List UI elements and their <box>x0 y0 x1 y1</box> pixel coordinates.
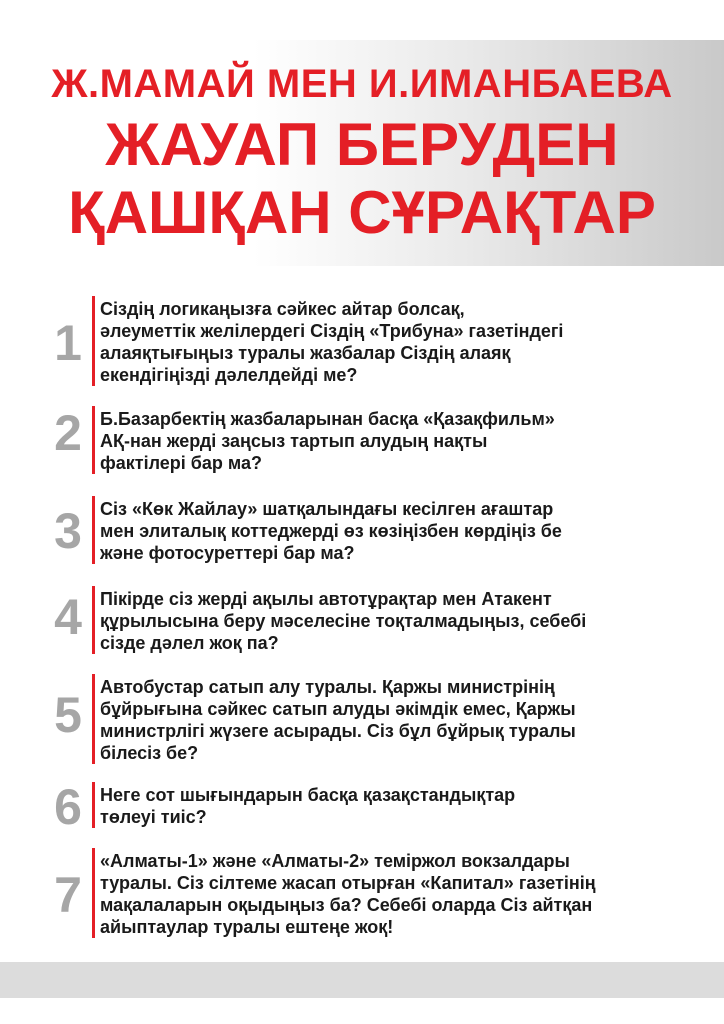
question-text: Сіз «Көк Жайлау» шатқалындағы кесілген ағаштар мен элиталық коттеджерді өз көзіңізбен көрдіңіз бе және фотосуреттері бар ма? <box>100 499 562 563</box>
title-line-2: ЖАУАП БЕРУДЕН <box>105 111 619 178</box>
accent-bar <box>92 296 95 386</box>
accent-bar <box>92 782 95 828</box>
question-text: Пікірде сіз жерді ақылы автотұрақтар мен Атакент құрылысына беру мәселесіне тоқталмадыңыз, себебі сізде дәлел жоқ па? <box>100 589 587 653</box>
accent-bar <box>92 674 95 764</box>
question-text: Б.Базарбектің жазбаларынан басқа «Қазақфильм» АҚ-нан жерді заңсыз тартып алудың нақты фактілері бар ма? <box>100 409 555 473</box>
title-line-3: ҚАШҚАН СҰРАҚТАР <box>68 179 656 246</box>
question-text: Неге сот шығындарын басқа қазақстандықтар төлеуі тиіс? <box>100 785 516 827</box>
title-line-1: Ж.МАМАЙ МЕН И.ИМАНБАЕВА <box>51 62 673 106</box>
question-number: 6 <box>54 779 82 835</box>
question-number: 3 <box>54 503 82 559</box>
question-text: «Алматы-1» және «Алматы-2» теміржол вокзалдары туралы. Сіз сілтеме жасап отырған «Капитал» газетінің мақалаларын оқыдыңыз ба? Себебі оларда Сіз айтқан айыптаулар туралы ештеңе жоқ! <box>100 851 596 937</box>
question-number: 4 <box>54 589 82 645</box>
question-number: 7 <box>54 867 82 923</box>
question-number: 2 <box>54 405 82 461</box>
accent-bar <box>92 406 95 474</box>
question-text: Сіздің логикаңызға сәйкес айтар болсақ, әлеуметтік желілердегі Сіздің «Трибуна» газетіндегі алаяқтығыңыз туралы жазбалар Сіздің алаяқ екендігіңізді дәлелдейді ме? <box>100 299 564 385</box>
question-number: 1 <box>54 315 82 371</box>
question-number: 5 <box>54 687 82 743</box>
accent-bar <box>92 586 95 654</box>
accent-bar <box>92 848 95 938</box>
accent-bar <box>92 496 95 564</box>
question-text: Автобустар сатып алу туралы. Қаржы министрінің бұйрығына сәйкес сатып алуды әкімдік емес, Қаржы министрлігі жүзеге асырады. Сіз бұл бұйрық туралы білесіз бе? <box>100 677 576 763</box>
footer-band <box>0 962 724 998</box>
